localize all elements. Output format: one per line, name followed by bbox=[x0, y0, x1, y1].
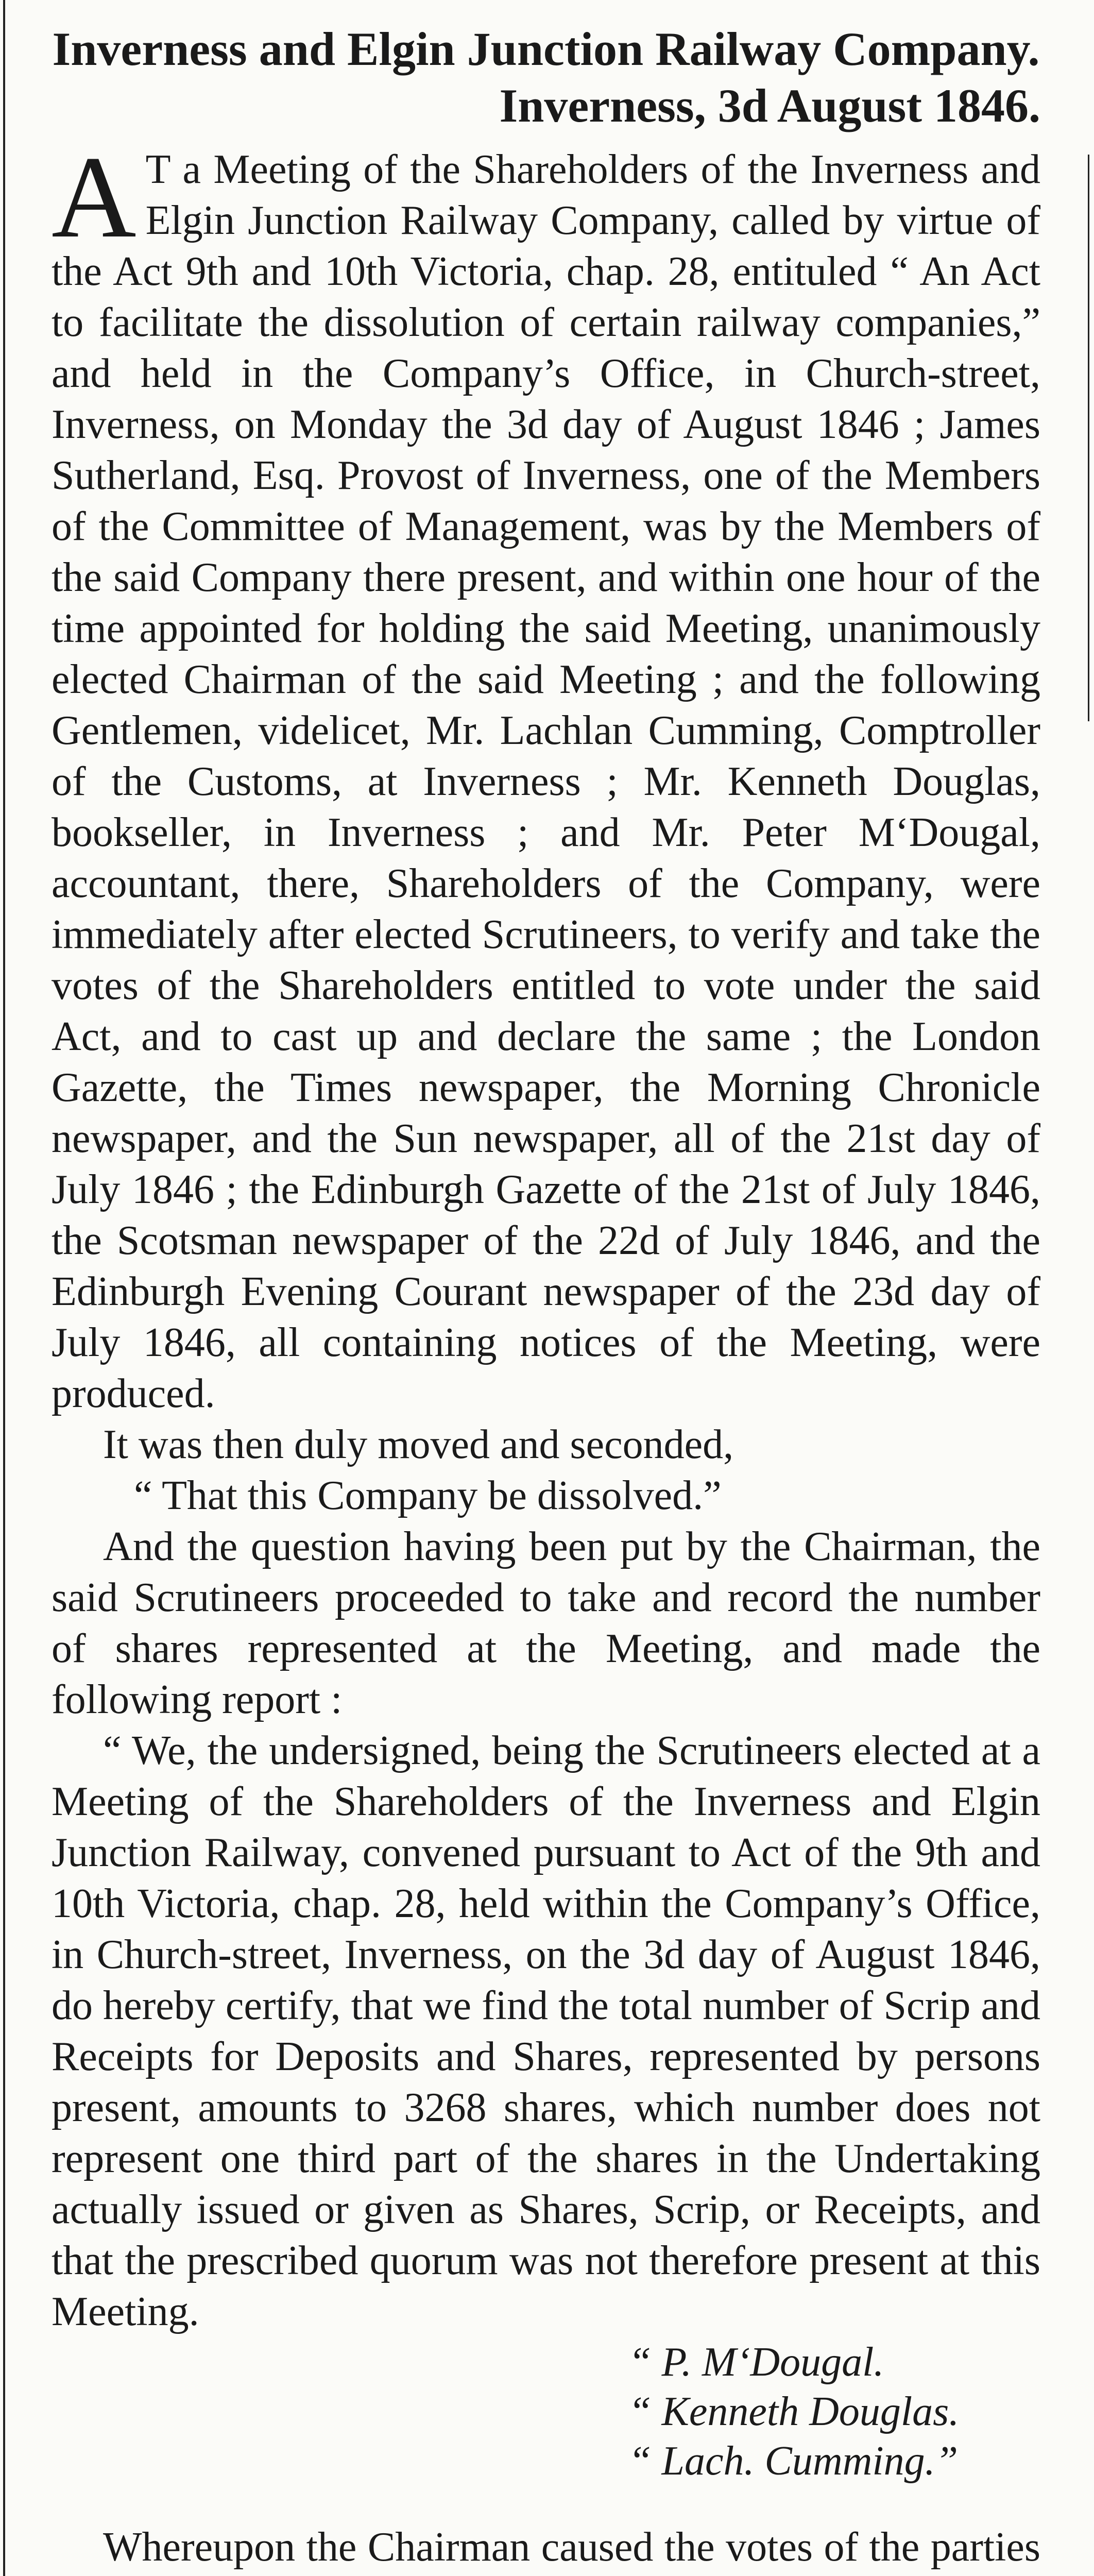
meeting-paragraph-text: T a Meeting of the Shareholders of the Inverness and Elgin Junction Railway Company, called by virtue of the Act 9th and 10th Victoria, chap. 28, entituled “ An Act to facilitate the dissolution of certain railway companies,” and held in the Company’s Office, in Church-street, Inverness, on Monday the 3d day of August 1846 ; James Sutherland, Esq. Provost of Inverness, one of the Members of the Committee of Management, was by the Members of the said Company there present, and within one hour of the time appointed for holding the said Meeting, unanimously elected Chairman of the said Meeting ; and the following Gentlemen, videlicet, Mr. Lachlan Cumming, Comptroller of the Customs, at Inverness ; Mr. Kenneth Douglas, bookseller, in Inverness ; and Mr. Peter M‘Dougal, accountant, there, Shareholders of the Company, were immediately after elected Scrutineers, to verify and take the votes of the Shareholders entitled to vote under the said Act, and to cast up and declare the same ; the London Gazette, the Times newspaper, the Morning Chronicle newspaper, and the Sun newspaper, all of the 21st day of July 1846 ; the Edinburgh Gazette of the 21st of July 1846, the Scotsman newspaper of the 22d of July 1846, and the Edinburgh Evening Courant newspaper of the 23d day of July 1846, all containing notices of the Meeting, were produced. bbox=[52, 147, 1040, 1416]
meeting-paragraph bbox=[52, 132, 1040, 1419]
motion-paragraph: It was then duly moved and seconded, bbox=[103, 1422, 734, 1467]
section-spacer bbox=[52, 2486, 1040, 2522]
dateline: Inverness, 3d August 1846. bbox=[499, 79, 1040, 132]
clipping-left-edge bbox=[3, 0, 5, 2576]
drop-cap: A bbox=[52, 132, 136, 262]
clipping-right-edge bbox=[1088, 155, 1089, 721]
votes-paragraph: Whereupon the Chairman caused the votes of the parties bbox=[103, 2524, 1040, 2570]
report-signature: “ Kenneth Douglas. bbox=[628, 2389, 960, 2434]
notice-column bbox=[52, 21, 1040, 2576]
question-paragraph: And the question having been put by the Chairman, the said Scrutineers proceeded to take and record the number of shares represented at the Meeting, and made the following report : bbox=[52, 1524, 1040, 1722]
report-signature: “ P. M‘Dougal. bbox=[628, 2340, 884, 2385]
notice-heading: Inverness and Elgin Junction Railway Company. bbox=[52, 23, 1040, 75]
scrutineers-report: “ We, the undersigned, being the Scrutineers elected at a Meeting of the Shareholders of the Inverness and Elgin Junction Railway, convened pursuant to Act of the 9th and 10th Victoria, chap. 28, held within the Company’s Office, in Church-street, Inverness, on the 3d day of August 1846, do hereby certify, that we find the total number of Scrip and Receipts for Deposits and Shares, represented by persons present, amounts to 3268 shares, which number does not represent one third part of the shares in the Undertaking actually issued or given as Shares, Scrip, or Receipts, and that the prescribed quorum was not therefore present at this Meeting. bbox=[52, 1728, 1040, 2334]
resolution-paragraph: “ That this Company be dissolved.” bbox=[134, 1473, 722, 1518]
report-signatures bbox=[628, 2337, 1040, 2486]
report-signature: “ Lach. Cumming.” bbox=[628, 2438, 959, 2484]
